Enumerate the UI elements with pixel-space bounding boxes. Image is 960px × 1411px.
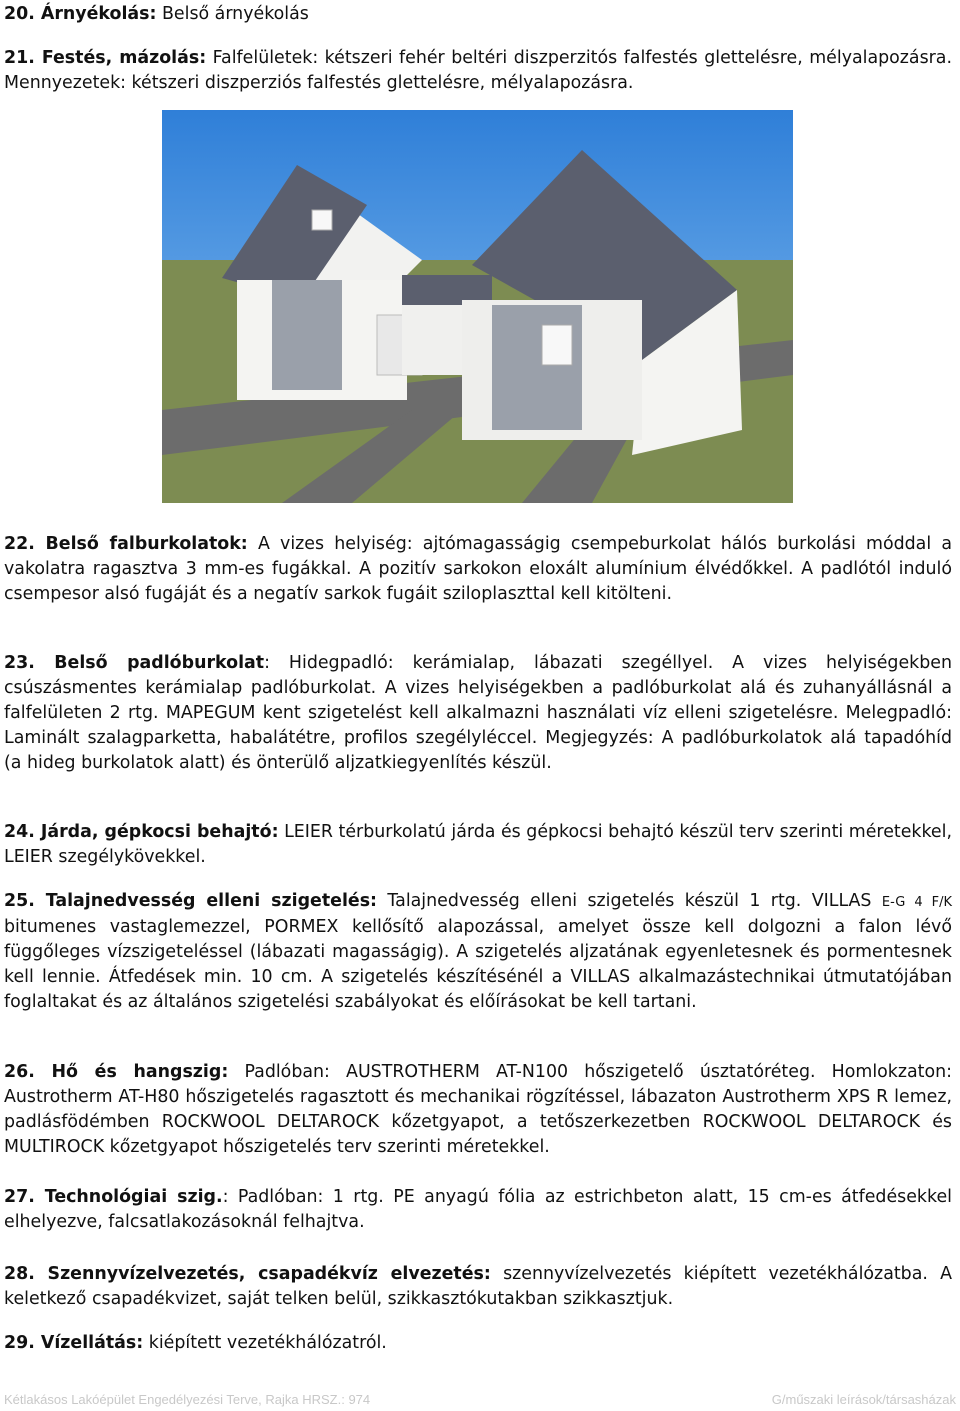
section-text: LEIER térburkolatú járda és gépkocsi behajtó készül terv szerinti méretekkel, LEIER szegélykövekkel. (4, 822, 952, 867)
left-glazing (272, 280, 342, 390)
section-text: Falfelületek: kétszeri fehér beltéri diszperzitós falfestés glettelésre, mélyalapozásra. Mennyezetek: kétszeri diszperziós falfestés glettelésre, mélyalapozásra. (4, 48, 952, 93)
section-23 (4, 651, 952, 776)
section-29 (4, 1331, 952, 1356)
section-text: Talajnedvesség elleni szigetelés készül 1 rtg. VILLAS (377, 891, 882, 911)
section-25 (4, 889, 952, 1015)
section-20 (4, 2, 952, 27)
section-heading: 29. Vízellátás: (4, 1333, 144, 1353)
section-heading: 24. Járda, gépkocsi behajtó: (4, 822, 279, 842)
section-heading: 28. Szennyvízelvezetés, csapadékvíz elvezetés: (4, 1264, 491, 1284)
section-heading: 25. Talajnedvesség elleni szigetelés: (4, 891, 378, 911)
section-21 (4, 46, 952, 96)
section-heading: 21. Festés, mázolás: (4, 48, 207, 68)
section-text: A vizes helyiség: ajtómagasságig csempeburkolat hálós burkolási móddal a vakolatra ragasztva 3 mm-es fugákkal. A pozitív sarkokon eloxált alumínium élvédőkkel. A padlótól induló csempesor alsó fugáját és a negatív sarkok fugáit sziloplaszttal kell kitölteni. (4, 534, 953, 604)
right-glazing (492, 305, 582, 430)
section-text: szennyvízelvezetés kiépített vezetékhálózatba. A keletkező csapadékvizet, saját telken belül, szikkasztókutakban szikkasztjuk. (4, 1264, 952, 1309)
house-rendering (162, 110, 793, 503)
section-27 (4, 1185, 952, 1235)
section-text: : Hidegpadló: kerámialap, lábazati szegéllyel. A vizes helyiségekben csúszásmentes kerámialap padlóburkolat. A vizes helyiségekben a padlóburkolat alá és zuhanyállásnál a falfelületen 2 rtg. MAPEGUM kent szigetelést kell alkalmazni használati víz elleni szigetelésre. Melegpadló: Laminált szalagparketta, habalátétre, profilos szegélyléccel. Megjegyzés: A padlóburkolatok alá tapadóhíd (a hideg burkolatok alatt) és önterülő aljzatkiegyenlítés készül. (4, 653, 952, 773)
section-text: kiépített vezetékhálózatról. (143, 1333, 387, 1353)
footer-left: Kétlakásos Lakóépület Engedélyezési Terve, Rajka HRSZ.: 974 (4, 1392, 371, 1407)
roof-window (542, 325, 572, 365)
section-28 (4, 1262, 952, 1312)
footer-right: G/műszaki leírások/társasházak (771, 1392, 956, 1407)
section-text: : Padlóban: 1 rtg. PE anyagú fólia az estrichbeton alatt, 15 cm-es átfedésekkel elhelyezve, falcsatlakozásoknál felhajtva. (4, 1187, 952, 1232)
section-24 (4, 820, 952, 870)
section-heading: 23. Belső padlóburkolat (4, 653, 265, 673)
roof-window (312, 210, 332, 230)
section-heading: 22. Belső falburkolatok: (4, 534, 248, 554)
section-text: bitumenes vastaglemezzel, PORMEX kellősítő alapozással, amelyet össze kell dolgozni a falon lévő függőleges vízszigeteléssel (lábazati magasságig). A szigetelés aljzatának egyenletesnek és pormentesnek kell lennie. Átfedések min. 10 cm. A szigetelés készítésénél a VILLAS alkalmazástechnikai útmutatójában foglaltakat és az általános szigetelési szabályokat és előírásokat be kell tartani. (4, 917, 952, 1012)
section-heading: 27. Technológiai szig. (4, 1187, 223, 1207)
section-text: Belső árnyékolás (156, 4, 309, 24)
section-text: Padlóban: AUSTROTHERM AT-N100 hőszigetelő úsztatóréteg. Homlokzaton: Austrotherm AT-H80 hőszigetelés ragasztott és mechanikai rögzítéssel, lábazaton Austrotherm XPS R lemez, padlásfödémben ROCKWOOL DELTAROCK kőzetgyapot, a tetőszerkezetben ROCKWOOL DELTAROCK és MULTIROCK kőzetgyapot hőszigetelés terv szerinti méretekkel. (4, 1062, 953, 1157)
section-heading: 26. Hő és hangszig: (4, 1062, 229, 1082)
section-22 (4, 532, 952, 607)
section-heading: 20. Árnyékolás: (4, 4, 157, 24)
product-code: E-G 4 F/K (881, 895, 952, 910)
section-26 (4, 1060, 952, 1160)
building-render-image (162, 110, 793, 503)
